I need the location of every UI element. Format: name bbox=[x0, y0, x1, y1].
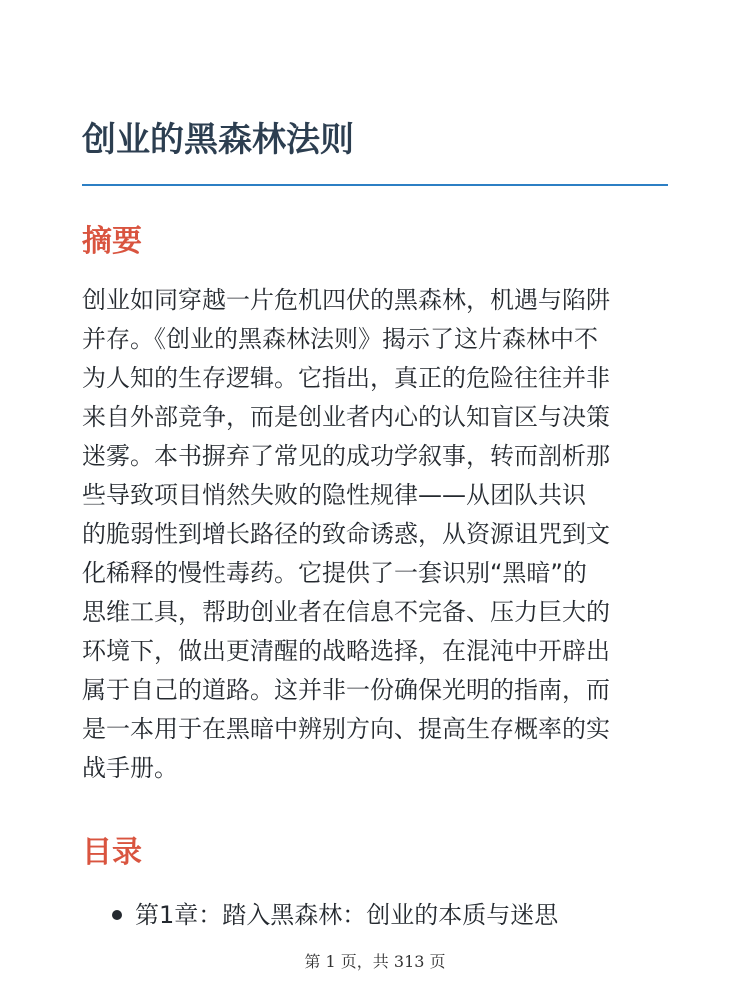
summary-line: 来自外部竞争，而是创业者内心的认知盲区与决策 bbox=[82, 403, 610, 431]
bullet-icon bbox=[112, 910, 122, 920]
summary-line: 并存。《创业的黑森林法则》揭示了这片森林中不 bbox=[82, 325, 598, 353]
summary-line: 创业如同穿越一片危机四伏的黑森林，机遇与陷阱 bbox=[82, 286, 610, 314]
summary-line: 化稀释的慢性毒药。它提供了一套识别“黑暗”的 bbox=[82, 559, 587, 587]
toc-heading: 目录 bbox=[82, 835, 142, 870]
title-divider bbox=[82, 184, 668, 186]
summary-line: 思维工具，帮助创业者在信息不完备、压力巨大的 bbox=[82, 598, 610, 626]
summary-line: 迷雾。本书摒弃了常见的成功学叙事，转而剖析那 bbox=[82, 442, 610, 470]
summary-line: 属于自己的道路。这并非一份确保光明的指南，而 bbox=[82, 676, 610, 704]
toc-item-label: 第1章：踏入黑森林：创业的本质与迷思 bbox=[135, 901, 559, 929]
document-title: 创业的黑森林法则 bbox=[82, 120, 354, 160]
summary-line: 的脆弱性到增长路径的致命诱惑，从资源诅咒到文 bbox=[82, 520, 610, 548]
summary-line: 些导致项目悄然失败的隐性规律——从团队共识 bbox=[82, 481, 586, 509]
summary-line: 战手册。 bbox=[82, 754, 178, 782]
summary-heading: 摘要 bbox=[82, 224, 142, 259]
summary-line: 环境下，做出更清醒的战略选择，在混沌中开辟出 bbox=[82, 637, 610, 665]
summary-line: 为人知的生存逻辑。它指出，真正的危险往往并非 bbox=[82, 364, 610, 392]
summary-paragraph bbox=[82, 281, 672, 788]
page-footer: 第 1 页，共 313 页 bbox=[304, 952, 446, 971]
summary-line: 是一本用于在黑暗中辨别方向、提高生存概率的实 bbox=[82, 715, 610, 743]
